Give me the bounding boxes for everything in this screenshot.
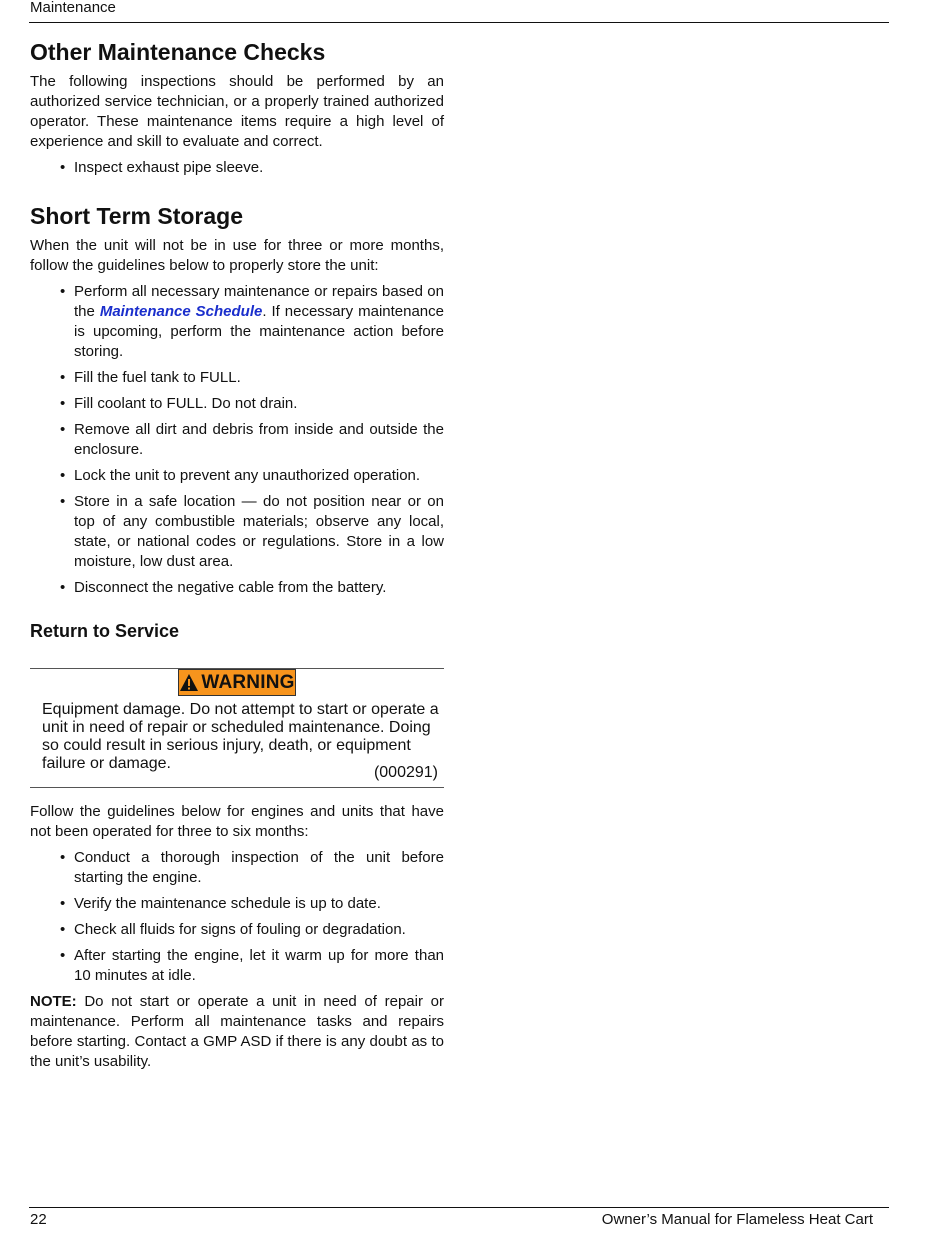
bullet-icon: •	[60, 849, 66, 866]
list-item: • Check all fluids for signs of fouling or degradation.	[60, 921, 406, 938]
warning-text: Equipment damage. Do not attempt to start or operate a unit in need of repair or scheduled maintenance. Doing so could result in serious injury, death, or equipment failure or damage.	[42, 701, 439, 772]
running-header: Maintenance	[30, 0, 116, 16]
list-item: • Perform all necessary maintenance or repairs based on the Maintenance Schedule. If necessary maintenance is upcoming, perform the maintenance action before storing.	[60, 283, 444, 360]
list-item: • Verify the maintenance schedule is up to date.	[60, 895, 381, 912]
bullet-icon: •	[60, 283, 66, 300]
bullet-icon: •	[60, 493, 66, 510]
bullet-icon: •	[60, 369, 66, 386]
header-divider	[29, 22, 889, 23]
list-item: • Fill coolant to FULL. Do not drain.	[60, 395, 298, 412]
list-item: • Remove all dirt and debris from inside and outside the enclosure.	[60, 421, 444, 458]
footer-divider	[29, 1207, 889, 1208]
warning-code: (000291)	[373, 764, 438, 781]
short-term-storage-section	[30, 202, 444, 598]
bullet-list	[30, 848, 444, 986]
bullet-icon: •	[60, 947, 66, 964]
note-paragraph: NOTE: Do not start or operate a unit in need of repair or maintenance. Perform all maintenance tasks and repairs before starting. Contact a GMP ASD if there is any doubt as to the unit’s usability.	[30, 993, 444, 1070]
section-intro: Follow the guidelines below for engines and units that have not been operated for three to six months:	[30, 803, 444, 840]
section-intro: The following inspections should be performed by an authorized service technician, or a properly trained authorized operator. These maintenance items require a high level of experience and skill to evaluate and correct.	[30, 73, 444, 150]
warning-box	[30, 668, 444, 788]
warning-label: WARNING	[201, 671, 295, 693]
bullet-icon: •	[60, 895, 66, 912]
bullet-icon: •	[60, 921, 66, 938]
bullet-icon: •	[60, 467, 66, 484]
bullet-list	[30, 282, 444, 598]
list-item: • Fill the fuel tank to FULL.	[60, 369, 241, 386]
warning-badge	[178, 669, 296, 696]
list-item: • Conduct a thorough inspection of the unit before starting the engine.	[60, 849, 444, 886]
warning-triangle-icon	[179, 673, 199, 692]
bullet-icon: •	[60, 579, 66, 596]
bullet-icon: •	[60, 159, 66, 176]
other-maintenance-section	[30, 38, 444, 178]
bullet-list	[30, 158, 444, 178]
list-item: • Inspect exhaust pipe sleeve.	[60, 159, 264, 176]
section-title: Other Maintenance Checks	[30, 39, 326, 65]
list-item: • Store in a safe location — do not position near or on top of any combustible materials; observe any local, state, or national codes or regulations. Store in a low moisture, low dust area.	[60, 493, 444, 570]
note-label: NOTE:	[30, 993, 77, 1010]
manual-title: Owner’s Manual for Flameless Heat Cart	[601, 1211, 873, 1228]
maintenance-schedule-link[interactable]: Maintenance Schedule	[99, 303, 263, 320]
bullet-icon: •	[60, 421, 66, 438]
section-title: Short Term Storage	[30, 203, 243, 229]
list-item: • Disconnect the negative cable from the battery.	[60, 579, 387, 596]
page-number: 22	[30, 1211, 47, 1228]
list-item: • After starting the engine, let it warm up for more than 10 minutes at idle.	[60, 947, 444, 984]
section-intro: When the unit will not be in use for three or more months, follow the guidelines below to properly store the unit:	[30, 237, 444, 274]
return-to-service-section	[30, 620, 444, 1072]
subsection-title: Return to Service	[30, 621, 180, 641]
bullet-icon: •	[60, 395, 66, 412]
content-column	[30, 38, 444, 1072]
list-item: • Lock the unit to prevent any unauthorized operation.	[60, 467, 421, 484]
